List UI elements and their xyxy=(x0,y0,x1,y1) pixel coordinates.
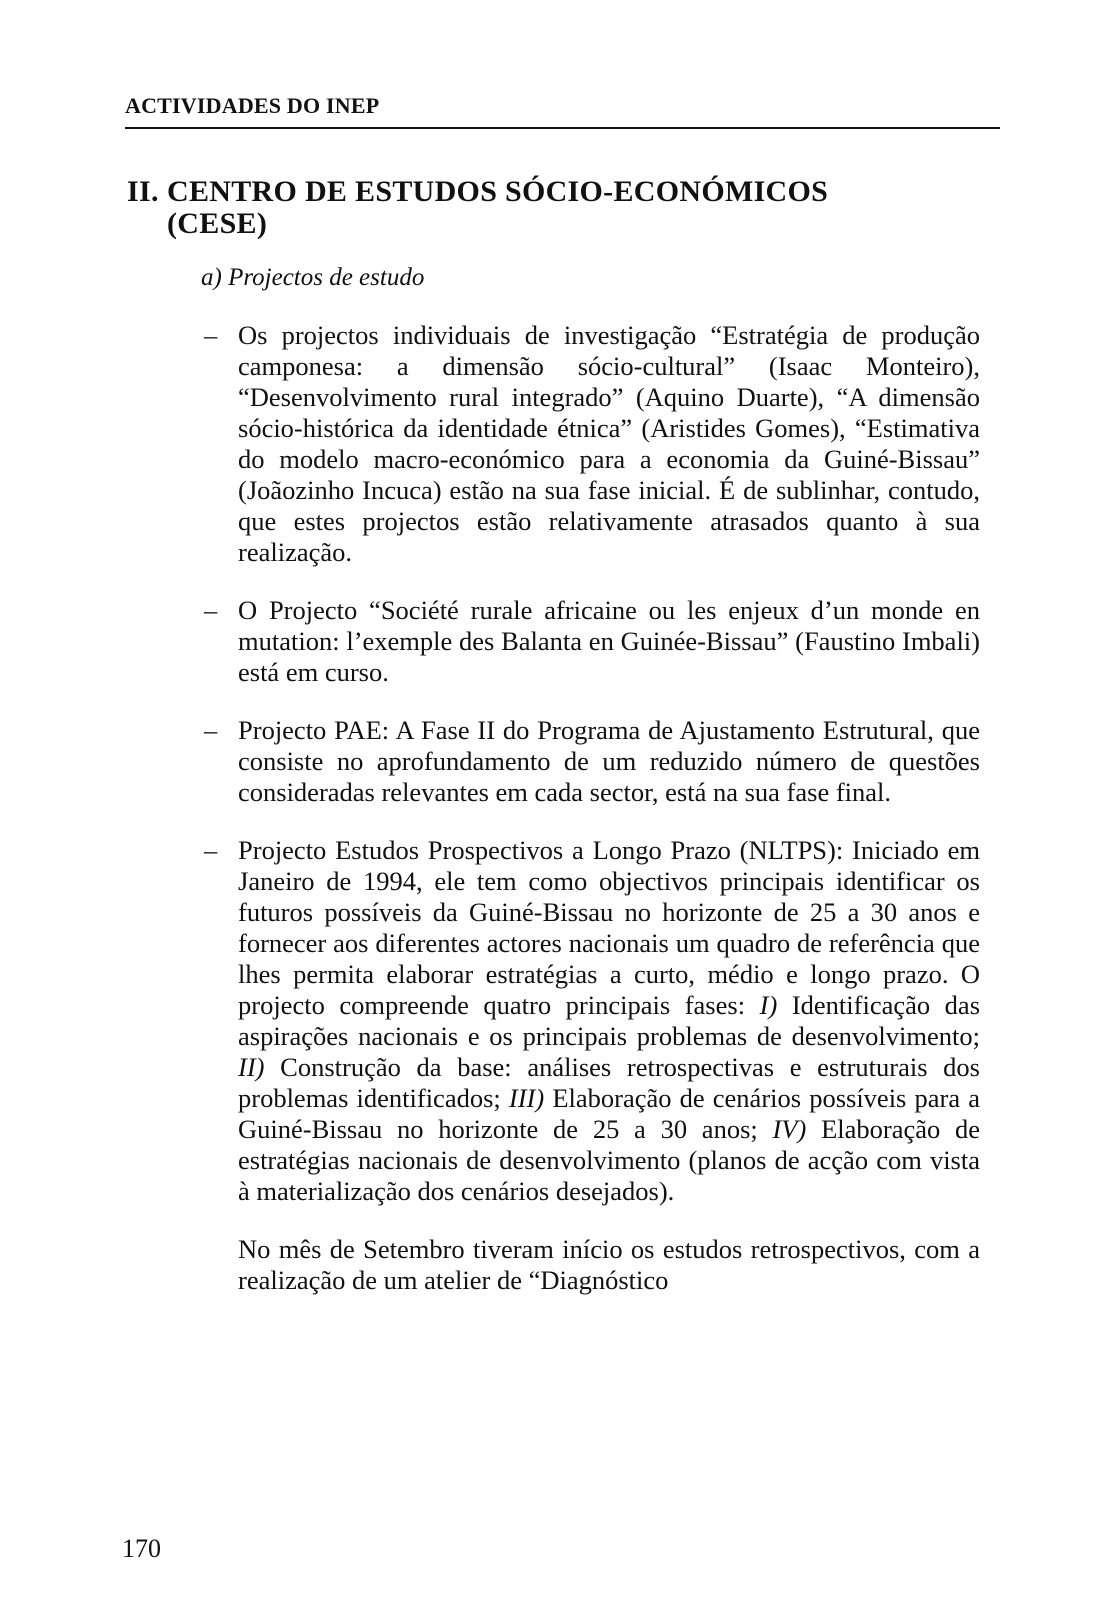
section-number: II. xyxy=(127,175,159,208)
dash-bullet: – xyxy=(204,595,218,625)
dash-bullet: – xyxy=(204,835,218,865)
phase-numeral: II) xyxy=(238,1052,265,1082)
phase-numeral: III) xyxy=(508,1083,545,1113)
list-item xyxy=(204,320,980,568)
list-item-text: Projecto PAE: A Fase II do Programa de Ajustamento Estrutural, que consiste no aprofundamento de um reduzido número de questões consideradas relevantes em cada sector, está na sua fase final. xyxy=(238,715,980,807)
phase-numeral: IV) xyxy=(772,1114,807,1144)
body-text xyxy=(204,320,980,1296)
section-title-line2: (CESE) xyxy=(167,207,268,240)
list-item-text: Elaboração de cenários possíveis para a Guiné-Bissau no horizonte de 25 a 30 anos; xyxy=(238,1083,980,1144)
list-item-text: Projecto Estudos Prospectivos a Longo Prazo (NLTPS): Iniciado em Janeiro de 1994, ele tem como objectivos principais identificar os futuros possíveis da Guiné-Bissau no horizonte de 25 a 30 anos e fornecer aos diferentes actores nacionais um quadro de referência que lhes permita elaborar estratégias a curto, médio e longo prazo. O projecto compreende quatro principais fases: xyxy=(238,835,980,1020)
section-title-line1: CENTRO DE ESTUDOS SÓCIO-ECONÓMICOS xyxy=(167,175,829,208)
section-title xyxy=(127,176,977,240)
list-item-text: Identificação das aspirações nacionais e os principais problemas de desenvolvimento; xyxy=(238,990,981,1051)
subsection-title: a) Projectos de estudo xyxy=(201,264,425,291)
dash-bullet: – xyxy=(204,715,218,745)
list-item xyxy=(204,835,980,1207)
page-number: 170 xyxy=(122,1534,161,1563)
list-item-text: O Projecto “Société rurale africaine ou les enjeux d’un monde en mutation: l’exemple des Balanta en Guinée-Bissau” (Faustino Imbali) está em curso. xyxy=(238,595,980,687)
list-item-text: Os projectos individuais de investigação “Estratégia de produção camponesa: a dimensão sócio-cultural” (Isaac Monteiro), “Desenvolvimento rural integrado” (Aquino Duarte), “A dimensão sócio-histórica da identidade étnica” (Aristides Gomes), “Estimativa do modelo macro-económico para a economia da Guiné-Bissau” (Joãozinho Incuca) estão na sua fase inicial. É de sublinhar, contudo, que estes projectos estão relativamente atrasados quanto à sua realização. xyxy=(238,320,980,567)
closing-paragraph: No mês de Setembro tiveram início os estudos retrospectivos, com a realização de um atelier de “Diagnóstico xyxy=(238,1234,980,1295)
list-item-text: Elaboração de estratégias nacionais de desenvolvimento (planos de acção com vista à materialização dos cenários desejados). xyxy=(238,1114,980,1206)
running-head: ACTIVIDADES DO INEP xyxy=(125,93,1000,129)
list-item-text: Construção da base: análises retrospectivas e estruturais dos problemas identificados; xyxy=(238,1052,980,1113)
phase-numeral: I) xyxy=(759,990,778,1020)
dash-bullet: – xyxy=(204,320,218,350)
list-item xyxy=(204,595,980,688)
list-item xyxy=(204,715,980,808)
